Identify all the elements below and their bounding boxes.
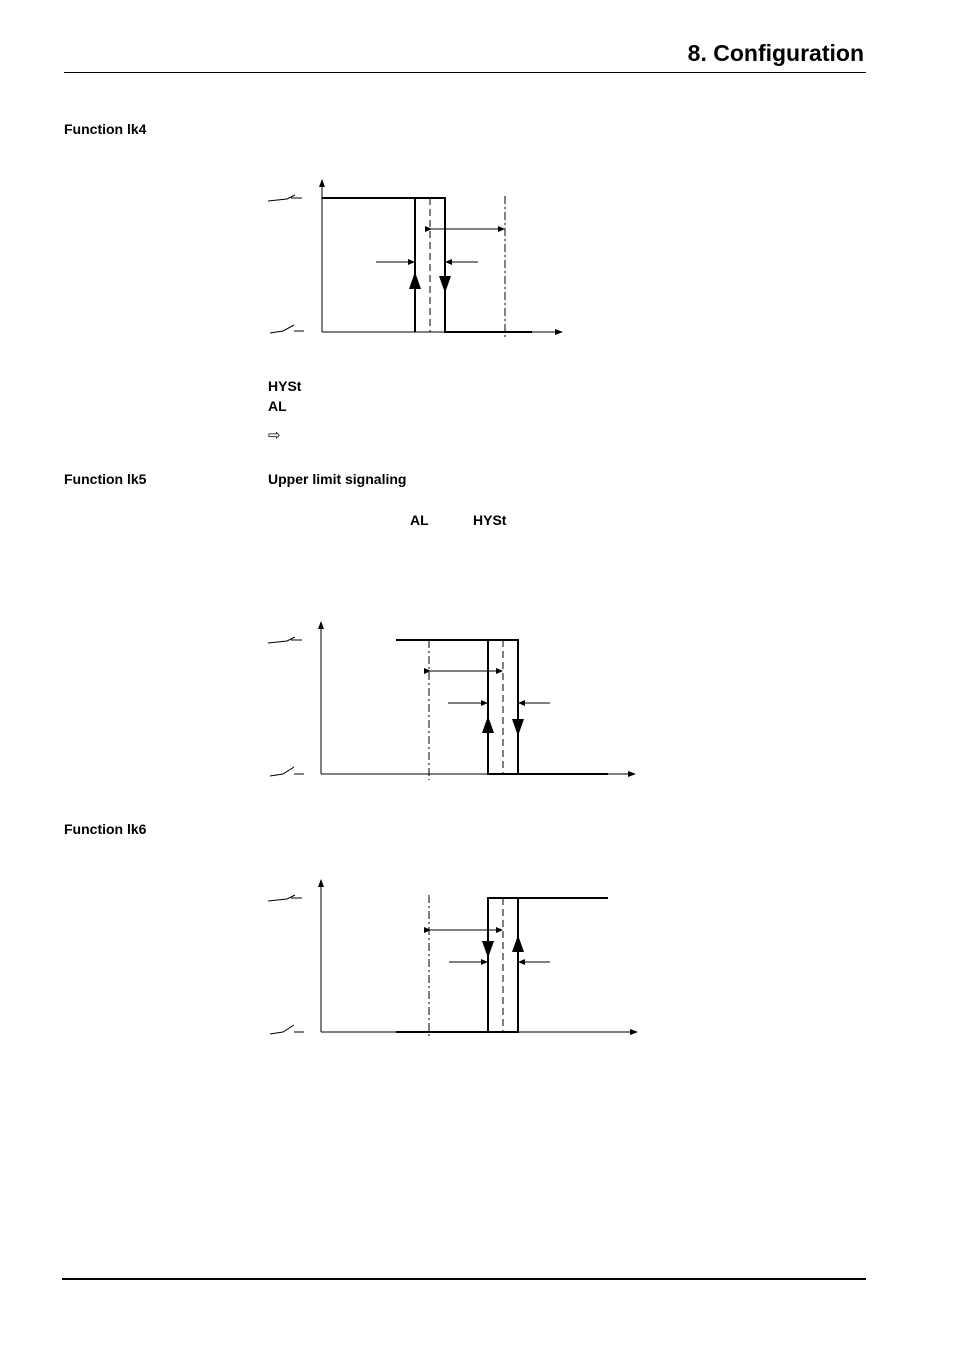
lk5-text-al: AL [410, 512, 429, 528]
contact-open-icon [270, 1025, 304, 1034]
page-title: 8. Configuration [687, 40, 864, 66]
legend-al: AL [268, 398, 287, 414]
characteristic-line [396, 898, 608, 1032]
contact-closed-icon [268, 895, 302, 901]
section-label-lk5: Function lk5 [64, 471, 147, 487]
section-label-lk4: Function lk4 [64, 121, 147, 137]
arrow-down-icon [482, 941, 494, 958]
legend-hyst: HYSt [268, 378, 302, 394]
footer-rule [62, 1278, 866, 1280]
section-heading-lk5: Upper limit signaling [268, 471, 407, 487]
section-label-lk6: Function lk6 [64, 821, 147, 837]
arrow-up-icon [512, 935, 524, 952]
arrow-right-icon: ⇨ [268, 427, 281, 444]
lk5-text-hyst: HYSt [473, 512, 507, 528]
